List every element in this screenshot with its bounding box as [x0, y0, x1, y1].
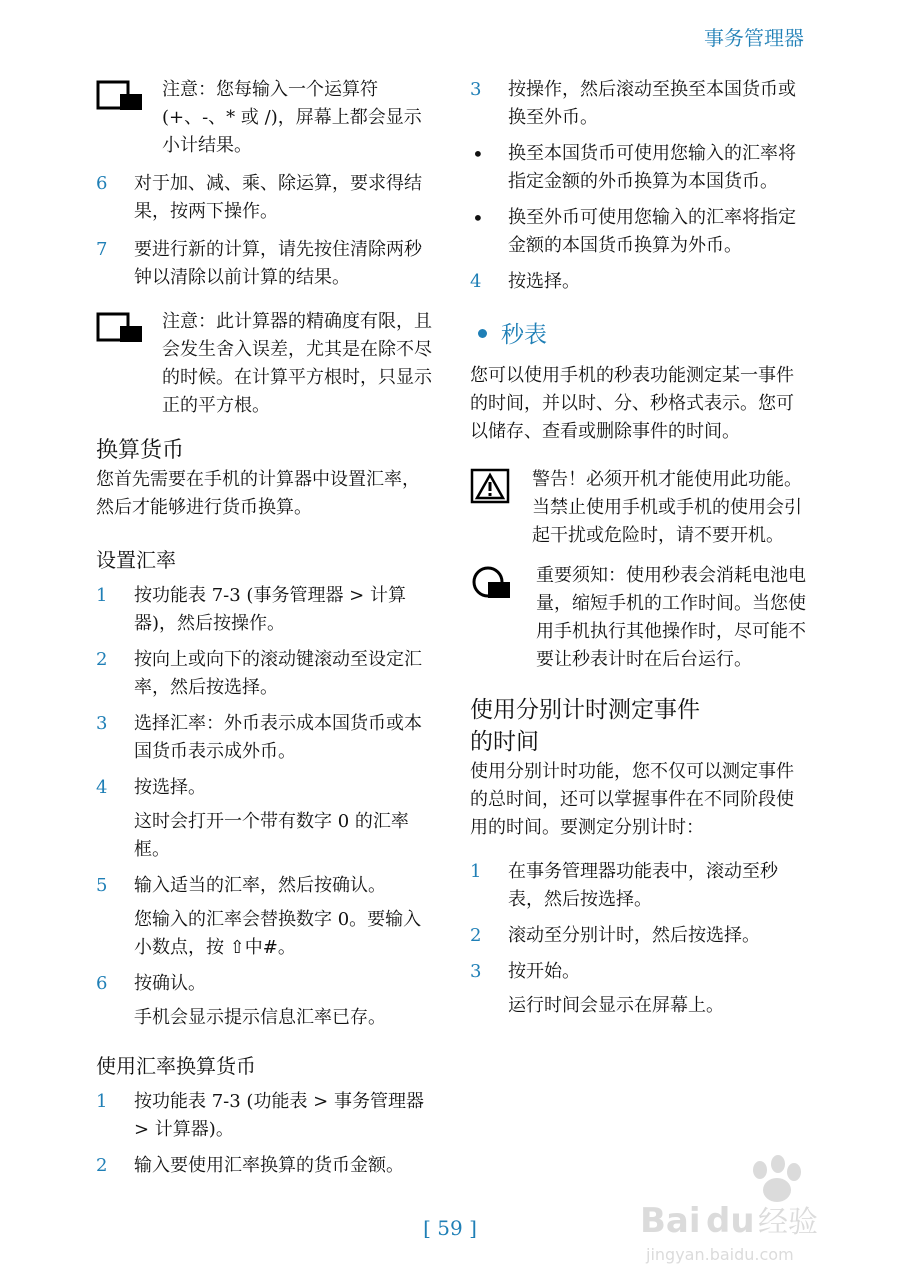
rate-step-6: 6 按确认。 — [96, 973, 206, 994]
rate-step-6-detail: 手机会显示提示信息汇率已存。 — [134, 1007, 386, 1028]
convert-step-3: 3 按操作，然后滚动至换至本国货币或换至外币。 — [470, 79, 796, 128]
heading-split-timing: 使用分别计时测定事件 的时间 — [470, 697, 700, 755]
bullet-icon: • — [472, 142, 484, 166]
svg-text:经验: 经验 — [758, 1205, 818, 1240]
note-subtotal — [96, 76, 434, 160]
bullet-to-foreign: • 换至外币可使用您输入的汇率将指定金额的本国货币换算为外币。 — [472, 206, 796, 256]
section-stopwatch: 秒表 — [470, 320, 808, 350]
page-number: [ 59 ] — [423, 1216, 477, 1240]
baidu-watermark-logo — [640, 1150, 850, 1270]
rate-step-4-detail: 这时会打开一个带有数字 0 的汇率框。 — [134, 811, 409, 860]
heading-use-rate: 使用汇率换算货币 — [96, 1054, 256, 1078]
important-text: 重要须知：使用秒表会消耗电池电量，缩短手机的工作时间。当您使用手机执行其他操作时，尽可能不要让秒表计时在后台运行。 — [536, 565, 806, 670]
note-text: 注意：您每输入一个运算符 (+、-、* 或 /)，屏幕上都会显示小计结果。 — [162, 79, 422, 156]
split-step-2: 2 滚动至分别计时，然后按选择。 — [470, 925, 760, 946]
left-column — [96, 76, 434, 1180]
warning-text: 警告！必须开机才能使用此功能。当禁止使用手机或手机的使用会引起干扰或危险时，请不要开机。 — [532, 469, 802, 546]
note-icon — [96, 312, 144, 344]
rate-step-4: 4 按选择。 — [96, 777, 206, 798]
paragraph-split: 使用分别计时功能，您不仅可以测定事件的总时间，还可以掌握事件在不同阶段使用的时间。要测定分别计时： — [470, 761, 794, 838]
bullet-icon: • — [472, 206, 484, 230]
running-header: 事务管理器 — [704, 26, 804, 50]
note-text: 注意：此计算器的精确度有限，且会发生舍入误差，尤其是在除不尽的时候。在计算平方根时，只显示正的平方根。 — [162, 311, 432, 416]
convert-step-4: 4 按选择。 — [470, 271, 580, 292]
split-step-1: 1 在事务管理器功能表中，滚动至秒表，然后按选择。 — [470, 861, 778, 910]
svg-text:Bai: Bai — [640, 1201, 701, 1241]
bullet-to-home: • 换至本国货币可使用您输入的汇率将指定金额的外币换算为本国货币。 — [472, 142, 796, 192]
use-step-1: 1 按功能表 7-3 (功能表 > 事务管理器 > 计算器)。 — [96, 1091, 424, 1140]
rate-step-3: 3 选择汇率：外币表示成本国货币或本国货币表示成外币。 — [96, 713, 422, 762]
use-step-2: 2 输入要使用汇率换算的货币金额。 — [96, 1155, 404, 1176]
paragraph-stopwatch: 您可以使用手机的秒表功能测定某一事件的时间，并以时、分、秒格式表示。您可以储存、查看或删除事件的时间。 — [470, 365, 794, 442]
rate-step-1: 1 按功能表 7-3 (事务管理器 > 计算器)，然后按操作。 — [96, 585, 406, 634]
important-icon — [470, 564, 514, 600]
rate-step-2: 2 按向上或向下的滚动键滚动至设定汇率，然后按选择。 — [96, 649, 422, 698]
rate-step-5: 5 输入适当的汇率，然后按确认。 — [96, 875, 386, 896]
section-bullet-icon — [478, 329, 487, 338]
warning-box — [470, 466, 808, 550]
important-box — [470, 562, 808, 674]
svg-text:du: du — [706, 1201, 755, 1241]
heading-currency: 换算货币 — [96, 438, 185, 463]
paragraph-currency: 您首先需要在手机的计算器中设置汇率，然后才能够进行货币换算。 — [96, 469, 420, 518]
step-7: 7 要进行新的计算，请先按住清除两秒钟以清除以前计算的结果。 — [96, 239, 422, 288]
right-column — [470, 76, 808, 1020]
split-step-3-detail: 运行时间会显示在屏幕上。 — [508, 995, 724, 1016]
note-precision — [96, 308, 434, 420]
svg-text:jingyan.baidu.com: jingyan.baidu.com — [646, 1245, 794, 1264]
warning-icon — [470, 468, 510, 504]
note-icon — [96, 80, 144, 112]
step-6: 6 对于加、减、乘、除运算，要求得结果，按两下操作。 — [96, 173, 422, 222]
rate-step-5-detail: 您输入的汇率会替换数字 0。要输入小数点，按 ⇧中#。 — [134, 909, 422, 958]
heading-set-rate: 设置汇率 — [96, 548, 176, 572]
split-step-3: 3 按开始。 — [470, 961, 580, 982]
